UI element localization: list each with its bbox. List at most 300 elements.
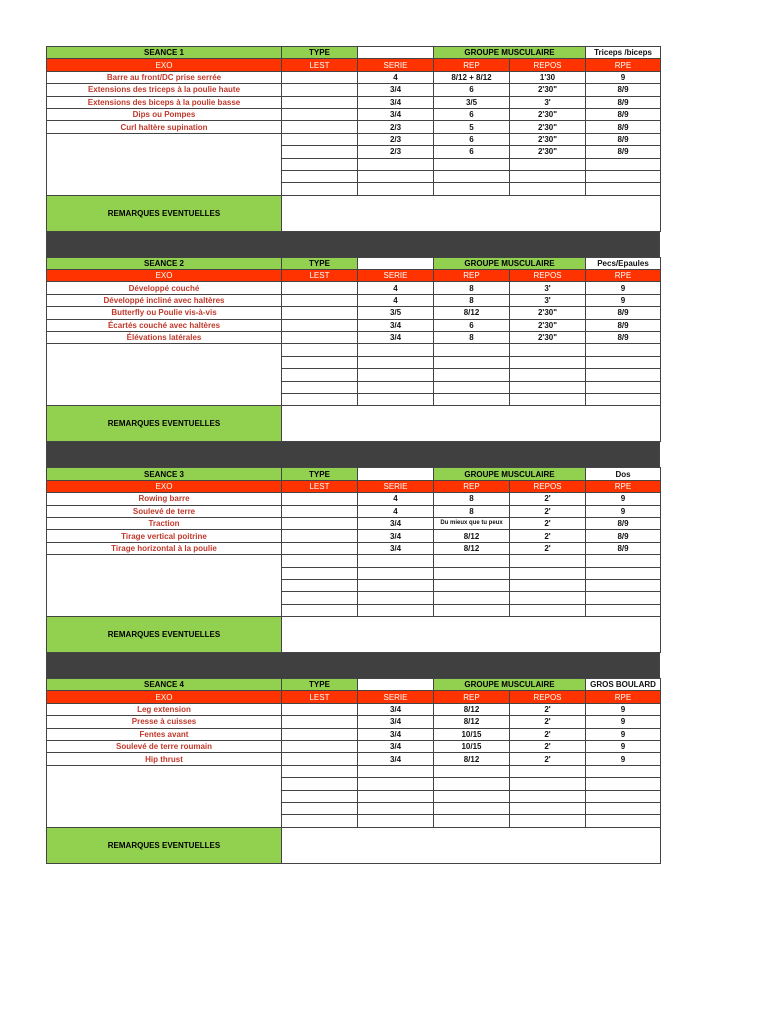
rpe-header: RPE [586,59,661,71]
rpe-cell[interactable] [586,765,661,777]
exercise-row [47,790,661,802]
lest-cell[interactable] [282,108,358,120]
repos-cell[interactable] [510,604,586,616]
exercise-name [47,393,282,405]
rpe-cell[interactable]: 9 [586,493,661,505]
type-header: TYPE [282,257,358,269]
serie-header: SERIE [358,691,434,703]
type-value-cell[interactable] [358,679,434,691]
repos-cell[interactable] [510,393,586,405]
lest-cell[interactable] [282,703,358,715]
rep-cell[interactable] [434,393,510,405]
rpe-cell[interactable] [586,567,661,579]
rep-cell[interactable]: 8/12 [434,542,510,554]
repos-cell[interactable]: 3' [510,282,586,294]
exercise-name [47,170,282,182]
rep-cell[interactable]: 8/12 [434,703,510,715]
repos-cell[interactable]: 2' [510,505,586,517]
repos-cell[interactable] [510,158,586,170]
serie-cell[interactable] [358,393,434,405]
type-value-cell[interactable] [358,257,434,269]
repos-cell[interactable] [510,802,586,814]
repos-cell[interactable]: 2'30" [510,121,586,133]
rpe-cell[interactable]: 8/9 [586,517,661,529]
lest-cell[interactable] [282,530,358,542]
rpe-cell[interactable] [586,802,661,814]
session-separator [46,653,660,678]
exercise-row [47,282,661,294]
rpe-cell[interactable]: 9 [586,294,661,306]
rpe-cell[interactable]: 9 [586,716,661,728]
rep-header: REP [434,59,510,71]
exercise-row [47,579,661,591]
lest-cell[interactable] [282,567,358,579]
lest-cell[interactable] [282,381,358,393]
serie-cell[interactable]: 2/3 [358,121,434,133]
repos-cell[interactable] [510,778,586,790]
repos-cell[interactable] [510,815,586,827]
rpe-cell[interactable] [586,778,661,790]
rep-cell[interactable]: 8/12 [434,753,510,765]
remarks-field[interactable] [282,827,661,863]
rpe-cell[interactable] [586,604,661,616]
rep-cell[interactable] [434,369,510,381]
serie-header: SERIE [358,59,434,71]
serie-cell[interactable]: 2/3 [358,133,434,145]
repos-cell[interactable]: 2' [510,753,586,765]
exercise-name [47,790,282,802]
exercise-row [47,505,661,517]
exo-header: EXO [47,59,282,71]
type-header: TYPE [282,468,358,480]
serie-cell[interactable] [358,356,434,368]
exercise-row [47,121,661,133]
serie-cell[interactable] [358,802,434,814]
exercise-name: Rowing barre [47,493,282,505]
rpe-cell[interactable]: 8/9 [586,121,661,133]
session-separator [46,232,660,257]
repos-cell[interactable] [510,183,586,195]
repos-cell[interactable] [510,356,586,368]
repos-cell[interactable] [510,579,586,591]
exercise-name: Leg extension [47,703,282,715]
repos-cell[interactable]: 3' [510,96,586,108]
repos-header: REPOS [510,691,586,703]
repos-cell[interactable]: 2'30" [510,133,586,145]
rep-cell[interactable] [434,592,510,604]
repos-cell[interactable]: 2' [510,741,586,753]
rep-cell[interactable] [434,170,510,182]
lest-cell[interactable] [282,579,358,591]
rep-cell[interactable]: 8 [434,294,510,306]
lest-cell[interactable] [282,790,358,802]
rep-cell[interactable]: 6 [434,108,510,120]
serie-header: SERIE [358,270,434,282]
repos-cell[interactable] [510,381,586,393]
repos-cell[interactable]: 2' [510,517,586,529]
rep-cell[interactable] [434,765,510,777]
lest-cell[interactable] [282,393,358,405]
rpe-cell[interactable] [586,815,661,827]
repos-cell[interactable] [510,170,586,182]
exercise-name [47,778,282,790]
repos-cell[interactable] [510,592,586,604]
rpe-cell[interactable]: 8/9 [586,133,661,145]
exercise-name [47,765,282,777]
serie-cell[interactable]: 3/4 [358,716,434,728]
rep-cell[interactable]: 3/5 [434,96,510,108]
exercise-name: Soulevé de terre [47,505,282,517]
repos-cell[interactable]: 2' [510,542,586,554]
exercise-row [47,765,661,777]
rep-cell[interactable] [434,802,510,814]
exo-header: EXO [47,480,282,492]
rep-cell[interactable]: 8 [434,332,510,344]
rep-header: REP [434,480,510,492]
exercise-name [47,146,282,158]
lest-cell[interactable] [282,555,358,567]
repos-header: REPOS [510,59,586,71]
rep-cell[interactable]: 5 [434,121,510,133]
repos-cell[interactable]: 2'30" [510,319,586,331]
serie-cell[interactable] [358,170,434,182]
rpe-cell[interactable]: 8/9 [586,84,661,96]
exercise-name: Écartés couché avec haltères [47,319,282,331]
lest-cell[interactable] [282,741,358,753]
exercise-row [47,369,661,381]
rep-cell[interactable]: 6 [434,84,510,96]
lest-header: LEST [282,270,358,282]
rep-cell[interactable] [434,344,510,356]
lest-header: LEST [282,59,358,71]
repos-cell[interactable] [510,790,586,802]
serie-cell[interactable]: 3/4 [358,84,434,96]
repos-cell[interactable]: 2' [510,530,586,542]
rpe-cell[interactable]: 8/9 [586,108,661,120]
exercise-name: Tirage vertical poitrine [47,530,282,542]
remarks-field[interactable] [282,406,661,442]
serie-cell[interactable]: 4 [358,294,434,306]
serie-cell[interactable] [358,555,434,567]
lest-cell[interactable] [282,307,358,319]
rpe-cell[interactable]: 9 [586,703,661,715]
rpe-cell[interactable] [586,555,661,567]
rpe-cell[interactable] [586,356,661,368]
rep-cell[interactable] [434,381,510,393]
lest-cell[interactable] [282,604,358,616]
exercise-row [47,555,661,567]
lest-cell[interactable] [282,146,358,158]
serie-cell[interactable] [358,765,434,777]
lest-cell[interactable] [282,294,358,306]
serie-cell[interactable]: 3/4 [358,96,434,108]
rep-cell[interactable]: 8/12 + 8/12 [434,71,510,83]
lest-cell[interactable] [282,158,358,170]
rep-cell[interactable]: 8 [434,505,510,517]
rpe-cell[interactable]: 8/9 [586,332,661,344]
lest-cell[interactable] [282,517,358,529]
lest-cell[interactable] [282,505,358,517]
rpe-cell[interactable] [586,158,661,170]
serie-cell[interactable] [358,344,434,356]
rpe-cell[interactable] [586,393,661,405]
lest-cell[interactable] [282,493,358,505]
rep-header: REP [434,270,510,282]
exercise-row [47,381,661,393]
lest-cell[interactable] [282,753,358,765]
serie-cell[interactable]: 3/4 [358,530,434,542]
lest-cell[interactable] [282,728,358,740]
muscle-group-value: GROS BOULARD [586,679,661,691]
rep-cell[interactable]: 10/15 [434,741,510,753]
serie-cell[interactable]: 3/4 [358,319,434,331]
rpe-header: RPE [586,480,661,492]
rpe-cell[interactable]: 9 [586,505,661,517]
lest-header: LEST [282,480,358,492]
exercise-row [47,728,661,740]
lest-cell[interactable] [282,369,358,381]
repos-cell[interactable]: 1'30 [510,71,586,83]
rep-cell[interactable] [434,158,510,170]
exercise-name: Butterfly ou Poulie vis-à-vis [47,307,282,319]
lest-cell[interactable] [282,716,358,728]
lest-cell[interactable] [282,71,358,83]
repos-cell[interactable]: 2'30" [510,332,586,344]
exercise-row [47,703,661,715]
exercise-row [47,517,661,529]
remarks-label: REMARQUES EVENTUELLES [47,195,282,231]
rep-cell[interactable] [434,790,510,802]
repos-cell[interactable]: 2'30" [510,84,586,96]
lest-cell[interactable] [282,133,358,145]
exercise-row [47,133,661,145]
lest-cell[interactable] [282,802,358,814]
repos-cell[interactable]: 2'30" [510,307,586,319]
repos-cell[interactable]: 2' [510,703,586,715]
repos-cell[interactable]: 2'30" [510,108,586,120]
lest-cell[interactable] [282,592,358,604]
serie-cell[interactable]: 4 [358,282,434,294]
exercise-name: Extensions des biceps à la poulie basse [47,96,282,108]
lest-cell[interactable] [282,542,358,554]
rpe-cell[interactable]: 8/9 [586,542,661,554]
exercise-row [47,84,661,96]
repos-header: REPOS [510,270,586,282]
rpe-header: RPE [586,691,661,703]
serie-cell[interactable] [358,381,434,393]
muscle-group-value: Triceps /biceps [586,47,661,59]
exercise-row [47,71,661,83]
serie-cell[interactable] [358,778,434,790]
exercise-name [47,356,282,368]
repos-cell[interactable] [510,567,586,579]
repos-header: REPOS [510,480,586,492]
lest-cell[interactable] [282,121,358,133]
rep-cell[interactable]: 8/12 [434,307,510,319]
workout-sheet [46,46,660,864]
exercise-row [47,530,661,542]
exercise-name: Tirage horizontal à la poulie [47,542,282,554]
muscle-group-value: Dos [586,468,661,480]
lest-cell[interactable] [282,815,358,827]
serie-cell[interactable]: 3/5 [358,307,434,319]
rpe-cell[interactable] [586,592,661,604]
serie-cell[interactable] [358,158,434,170]
rpe-cell[interactable] [586,369,661,381]
serie-cell[interactable] [358,604,434,616]
rep-cell[interactable]: Du mieux que tu peux [434,517,510,529]
exercise-name [47,183,282,195]
rep-cell[interactable] [434,604,510,616]
serie-cell[interactable]: 3/4 [358,703,434,715]
exercise-row [47,802,661,814]
serie-cell[interactable] [358,815,434,827]
rpe-cell[interactable] [586,790,661,802]
exercise-row [47,319,661,331]
rpe-cell[interactable]: 8/9 [586,307,661,319]
exercise-row [47,183,661,195]
exercise-row [47,332,661,344]
repos-cell[interactable]: 3' [510,294,586,306]
rpe-cell[interactable] [586,579,661,591]
exercise-name [47,592,282,604]
rpe-cell[interactable] [586,381,661,393]
rpe-cell[interactable]: 8/9 [586,146,661,158]
serie-cell[interactable]: 3/4 [358,517,434,529]
exercise-row [47,108,661,120]
rpe-cell[interactable]: 9 [586,71,661,83]
rpe-cell[interactable]: 8/9 [586,319,661,331]
serie-cell[interactable] [358,579,434,591]
repos-cell[interactable] [510,765,586,777]
repos-cell[interactable]: 2' [510,493,586,505]
serie-cell[interactable]: 3/4 [358,108,434,120]
exercise-row [47,170,661,182]
rpe-cell[interactable]: 8/9 [586,96,661,108]
rep-cell[interactable] [434,183,510,195]
repos-cell[interactable] [510,344,586,356]
repos-cell[interactable] [510,369,586,381]
rep-cell[interactable]: 8/12 [434,716,510,728]
exercise-name: Presse à cuisses [47,716,282,728]
type-value-cell[interactable] [358,468,434,480]
rpe-cell[interactable]: 9 [586,282,661,294]
type-header: TYPE [282,679,358,691]
muscle-group-header: GROUPE MUSCULAIRE [434,257,586,269]
serie-cell[interactable]: 2/3 [358,146,434,158]
serie-cell[interactable] [358,369,434,381]
repos-cell[interactable]: 2' [510,716,586,728]
serie-cell[interactable]: 4 [358,71,434,83]
exercise-name [47,133,282,145]
serie-cell[interactable]: 4 [358,493,434,505]
repos-cell[interactable]: 2' [510,728,586,740]
lest-cell[interactable] [282,765,358,777]
rep-cell[interactable] [434,579,510,591]
session-separator [46,442,660,467]
remarks-label: REMARQUES EVENTUELLES [47,406,282,442]
serie-cell[interactable] [358,592,434,604]
rep-cell[interactable] [434,778,510,790]
rep-cell[interactable]: 6 [434,146,510,158]
lest-cell[interactable] [282,778,358,790]
rep-cell[interactable] [434,567,510,579]
lest-cell[interactable] [282,170,358,182]
rep-cell[interactable] [434,815,510,827]
type-value-cell[interactable] [358,47,434,59]
lest-cell[interactable] [282,319,358,331]
serie-cell[interactable]: 3/4 [358,542,434,554]
rep-cell[interactable]: 8 [434,493,510,505]
exo-header: EXO [47,270,282,282]
rpe-cell[interactable] [586,344,661,356]
serie-cell[interactable]: 4 [358,505,434,517]
exercise-row [47,307,661,319]
lest-cell[interactable] [282,344,358,356]
exo-header: EXO [47,691,282,703]
muscle-group-header: GROUPE MUSCULAIRE [434,47,586,59]
exercise-name: Extensions des triceps à la poulie haute [47,84,282,96]
exercise-name: Hip thrust [47,753,282,765]
serie-cell[interactable]: 3/4 [358,332,434,344]
rpe-cell[interactable]: 8/9 [586,530,661,542]
session-table [46,257,661,443]
lest-header: LEST [282,691,358,703]
rpe-cell[interactable]: 9 [586,741,661,753]
type-header: TYPE [282,47,358,59]
rpe-cell[interactable]: 9 [586,728,661,740]
serie-cell[interactable] [358,567,434,579]
exercise-name: Soulevé de terre roumain [47,741,282,753]
serie-cell[interactable]: 3/4 [358,728,434,740]
exercise-name: Traction [47,517,282,529]
rep-cell[interactable] [434,356,510,368]
serie-cell[interactable] [358,183,434,195]
rep-cell[interactable]: 10/15 [434,728,510,740]
repos-cell[interactable]: 2'30" [510,146,586,158]
exercise-row [47,604,661,616]
remarks-field[interactable] [282,617,661,653]
rep-cell[interactable] [434,555,510,567]
lest-cell[interactable] [282,356,358,368]
rep-cell[interactable]: 8/12 [434,530,510,542]
serie-cell[interactable] [358,790,434,802]
remarks-field[interactable] [282,195,661,231]
rpe-cell[interactable] [586,183,661,195]
repos-cell[interactable] [510,555,586,567]
lest-cell[interactable] [282,84,358,96]
rpe-cell[interactable] [586,170,661,182]
lest-cell[interactable] [282,96,358,108]
muscle-group-value: Pecs/Epaules [586,257,661,269]
serie-cell[interactable]: 3/4 [358,741,434,753]
exercise-name: Barre au front/DC prise serrée [47,71,282,83]
exercise-name [47,381,282,393]
rep-cell[interactable]: 6 [434,133,510,145]
lest-cell[interactable] [282,183,358,195]
exercise-row [47,592,661,604]
lest-cell[interactable] [282,332,358,344]
exercise-row [47,356,661,368]
exercise-row [47,778,661,790]
lest-cell[interactable] [282,282,358,294]
serie-cell[interactable]: 3/4 [358,753,434,765]
rep-cell[interactable]: 6 [434,319,510,331]
session-title: SEANCE 1 [47,47,282,59]
rep-cell[interactable]: 8 [434,282,510,294]
rpe-cell[interactable]: 9 [586,753,661,765]
session-table [46,467,661,653]
